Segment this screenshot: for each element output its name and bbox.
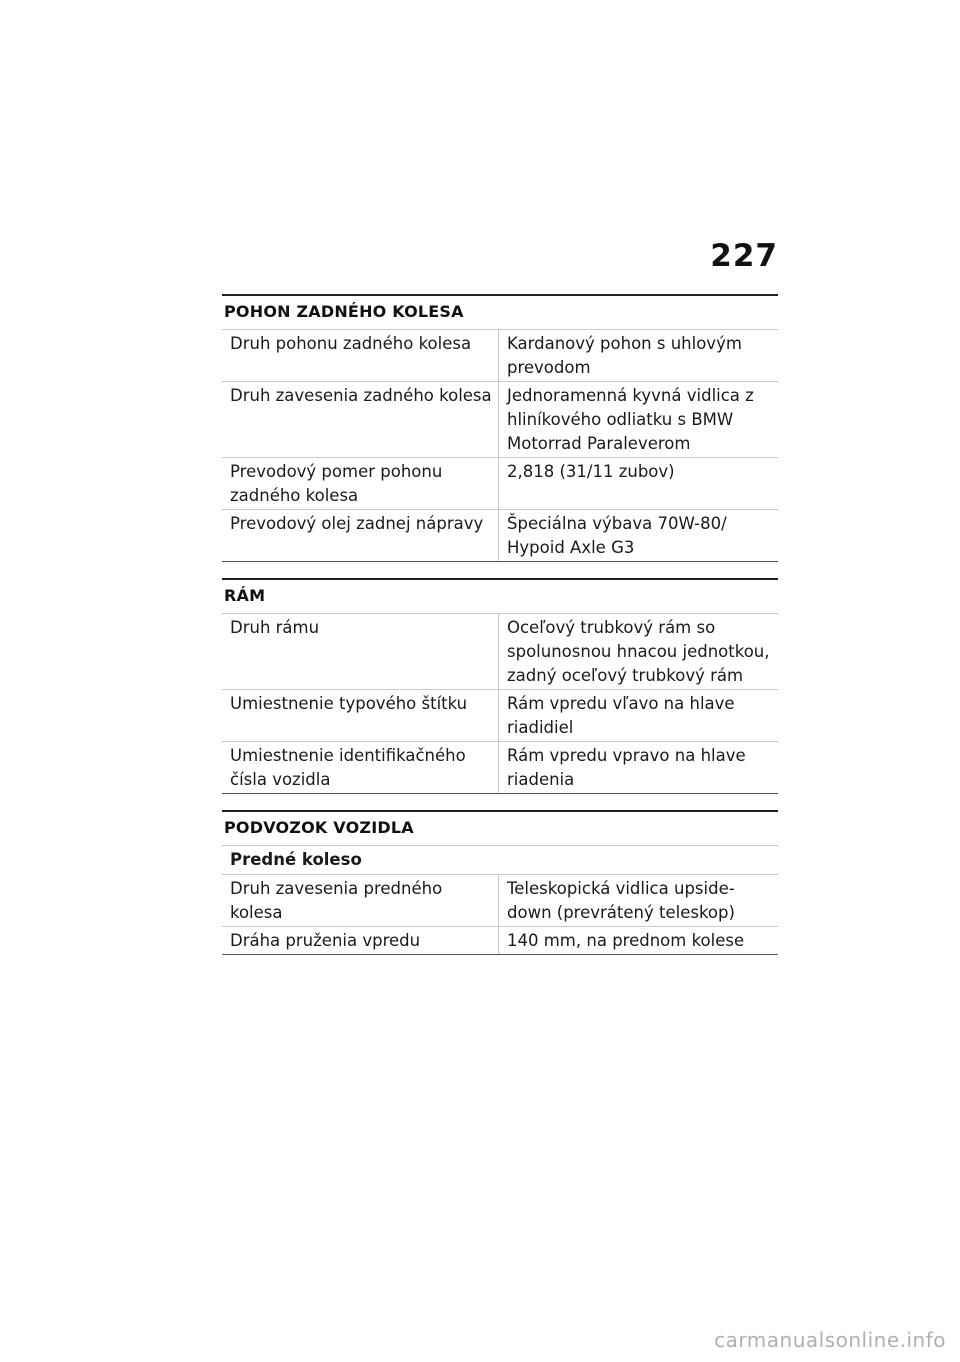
spec-value: Oceľový trubkový rám so spolunosnou hnacou jednotkou, zadný oceľový trubkový rám (507, 618, 770, 685)
table-row (222, 329, 778, 381)
spec-key: Druh zavesenia zadného kolesa (222, 382, 499, 457)
spec-key: Umiestnenie typového štítku (222, 690, 499, 741)
table-row (222, 613, 778, 689)
spec-table-chassis (222, 874, 778, 955)
section-title-chassis: PODVOZOK VOZIDLA (224, 818, 414, 837)
spec-key: Prevodový olej zadnej nápravy (222, 510, 499, 561)
spec-content (222, 294, 778, 971)
spec-value: 140 mm, na prednom kolese (507, 931, 745, 950)
spec-value: Kardanový pohon s uhlovým prevodom (507, 334, 742, 377)
spec-key: Druh zavesenia predného kolesa (222, 875, 499, 926)
spec-value: Rám vpredu vľavo na hlave riadidiel (507, 694, 735, 737)
section-title-rear-drive: POHON ZADNÉHO KOLESA (224, 302, 464, 321)
watermark-text: carmanualsonline.info (714, 1328, 946, 1352)
table-row (222, 874, 778, 926)
spec-key: Druh rámu (222, 614, 499, 689)
table-row (222, 741, 778, 794)
spec-value: Jednoramenná kyvná vidlica z hliníkového odliatku s BMW Motorrad Paraleverom (507, 386, 754, 453)
table-row (222, 381, 778, 457)
spec-key: Dráha pruženia vpredu (222, 927, 499, 954)
subheading-front-wheel: Predné koleso (222, 845, 778, 874)
spec-key: Prevodový pomer pohonu zadného kolesa (222, 458, 499, 509)
section-title-frame: RÁM (224, 586, 266, 605)
table-row (222, 457, 778, 509)
table-row (222, 509, 778, 562)
spec-table-frame (222, 613, 778, 794)
section-frame (222, 578, 778, 794)
page-number: 227 (710, 238, 778, 274)
spec-value: Teleskopická vidlica upside-down (prevrátený teleskop) (507, 879, 735, 922)
spec-key: Druh pohonu zadného kolesa (222, 330, 499, 381)
section-rear-drive (222, 294, 778, 562)
table-row (222, 689, 778, 741)
table-row (222, 926, 778, 955)
spec-table-rear-drive (222, 329, 778, 562)
spec-value: Rám vpredu vpravo na hlave riadenia (507, 746, 746, 789)
section-chassis (222, 810, 778, 955)
spec-key: Umiestnenie identifikačného čísla vozidla (222, 742, 499, 793)
spec-value: 2,818 (31/11 zubov) (507, 462, 675, 481)
spec-value: Špeciálna výbava 70W-80/ Hypoid Axle G3 (507, 514, 727, 557)
